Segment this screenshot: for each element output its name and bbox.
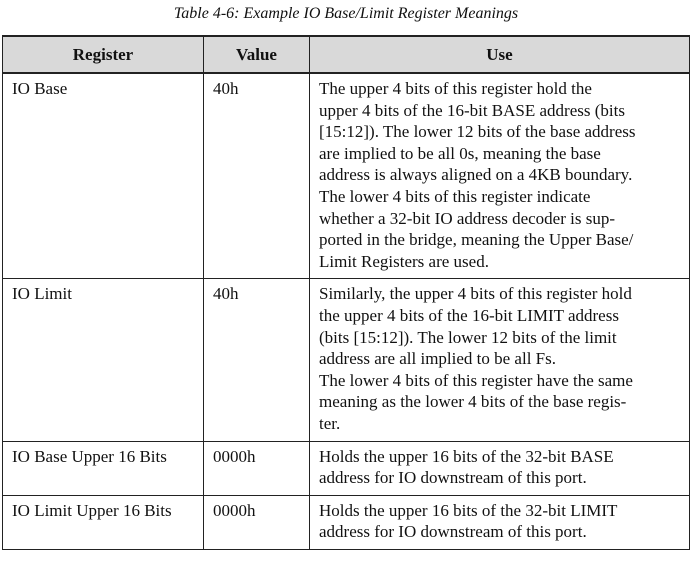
- use-line: ter.: [319, 413, 341, 433]
- use-cell: [310, 73, 690, 279]
- table-caption: Table 4-6: Example IO Base/Limit Register Meanings: [173, 5, 519, 22]
- use-line: [15:12]). The lower 12 bits of the base address: [319, 122, 636, 142]
- use-line: meaning as the lower 4 bits of the base regis-: [319, 392, 627, 412]
- use-line: Limit Registers are used.: [319, 251, 489, 271]
- use-line: address is always aligned on a 4KB boundary.: [319, 165, 633, 185]
- use-line: whether a 32-bit IO address decoder is sup-: [319, 208, 615, 228]
- table-row: [3, 73, 690, 279]
- use-line: The lower 4 bits of this register have the same: [319, 370, 633, 390]
- use-cell: [310, 441, 690, 495]
- value-cell: 0000h: [204, 495, 310, 549]
- use-cell: [310, 279, 690, 441]
- register-table: [2, 35, 690, 550]
- use-cell: [310, 495, 690, 549]
- header-row: [3, 36, 690, 73]
- value-cell: 40h: [204, 279, 310, 441]
- use-line: Holds the upper 16 bits of the 32-bit BASE: [319, 446, 614, 466]
- use-line: (bits [15:12]). The lower 12 bits of the limit: [319, 327, 617, 347]
- use-line: Similarly, the upper 4 bits of this register hold: [319, 284, 632, 304]
- register-cell: IO Limit Upper 16 Bits: [3, 495, 204, 549]
- use-line: The lower 4 bits of this register indicate: [319, 186, 591, 206]
- use-line: address are all implied to be all Fs.: [319, 349, 556, 369]
- table-row: [3, 495, 690, 549]
- header-use: Use: [310, 36, 690, 73]
- use-line: are implied to be all 0s, meaning the base: [319, 143, 601, 163]
- use-line: the upper 4 bits of the 16-bit LIMIT address: [319, 305, 619, 325]
- use-line: address for IO downstream of this port.: [319, 468, 587, 488]
- header-value: Value: [204, 36, 310, 73]
- use-line: Holds the upper 16 bits of the 32-bit LIMIT: [319, 500, 618, 520]
- register-cell: IO Limit: [3, 279, 204, 441]
- register-cell: IO Base Upper 16 Bits: [3, 441, 204, 495]
- header-register: Register: [3, 36, 204, 73]
- table-row: [3, 279, 690, 441]
- value-cell: 40h: [204, 73, 310, 279]
- table-row: [3, 441, 690, 495]
- use-line: The upper 4 bits of this register hold the: [319, 79, 592, 98]
- use-line: ported in the bridge, meaning the Upper Base/: [319, 230, 634, 250]
- use-line: address for IO downstream of this port.: [319, 522, 587, 542]
- register-cell: IO Base: [3, 73, 204, 279]
- value-cell: 0000h: [204, 441, 310, 495]
- use-line: upper 4 bits of the 16-bit BASE address (bits: [319, 100, 625, 120]
